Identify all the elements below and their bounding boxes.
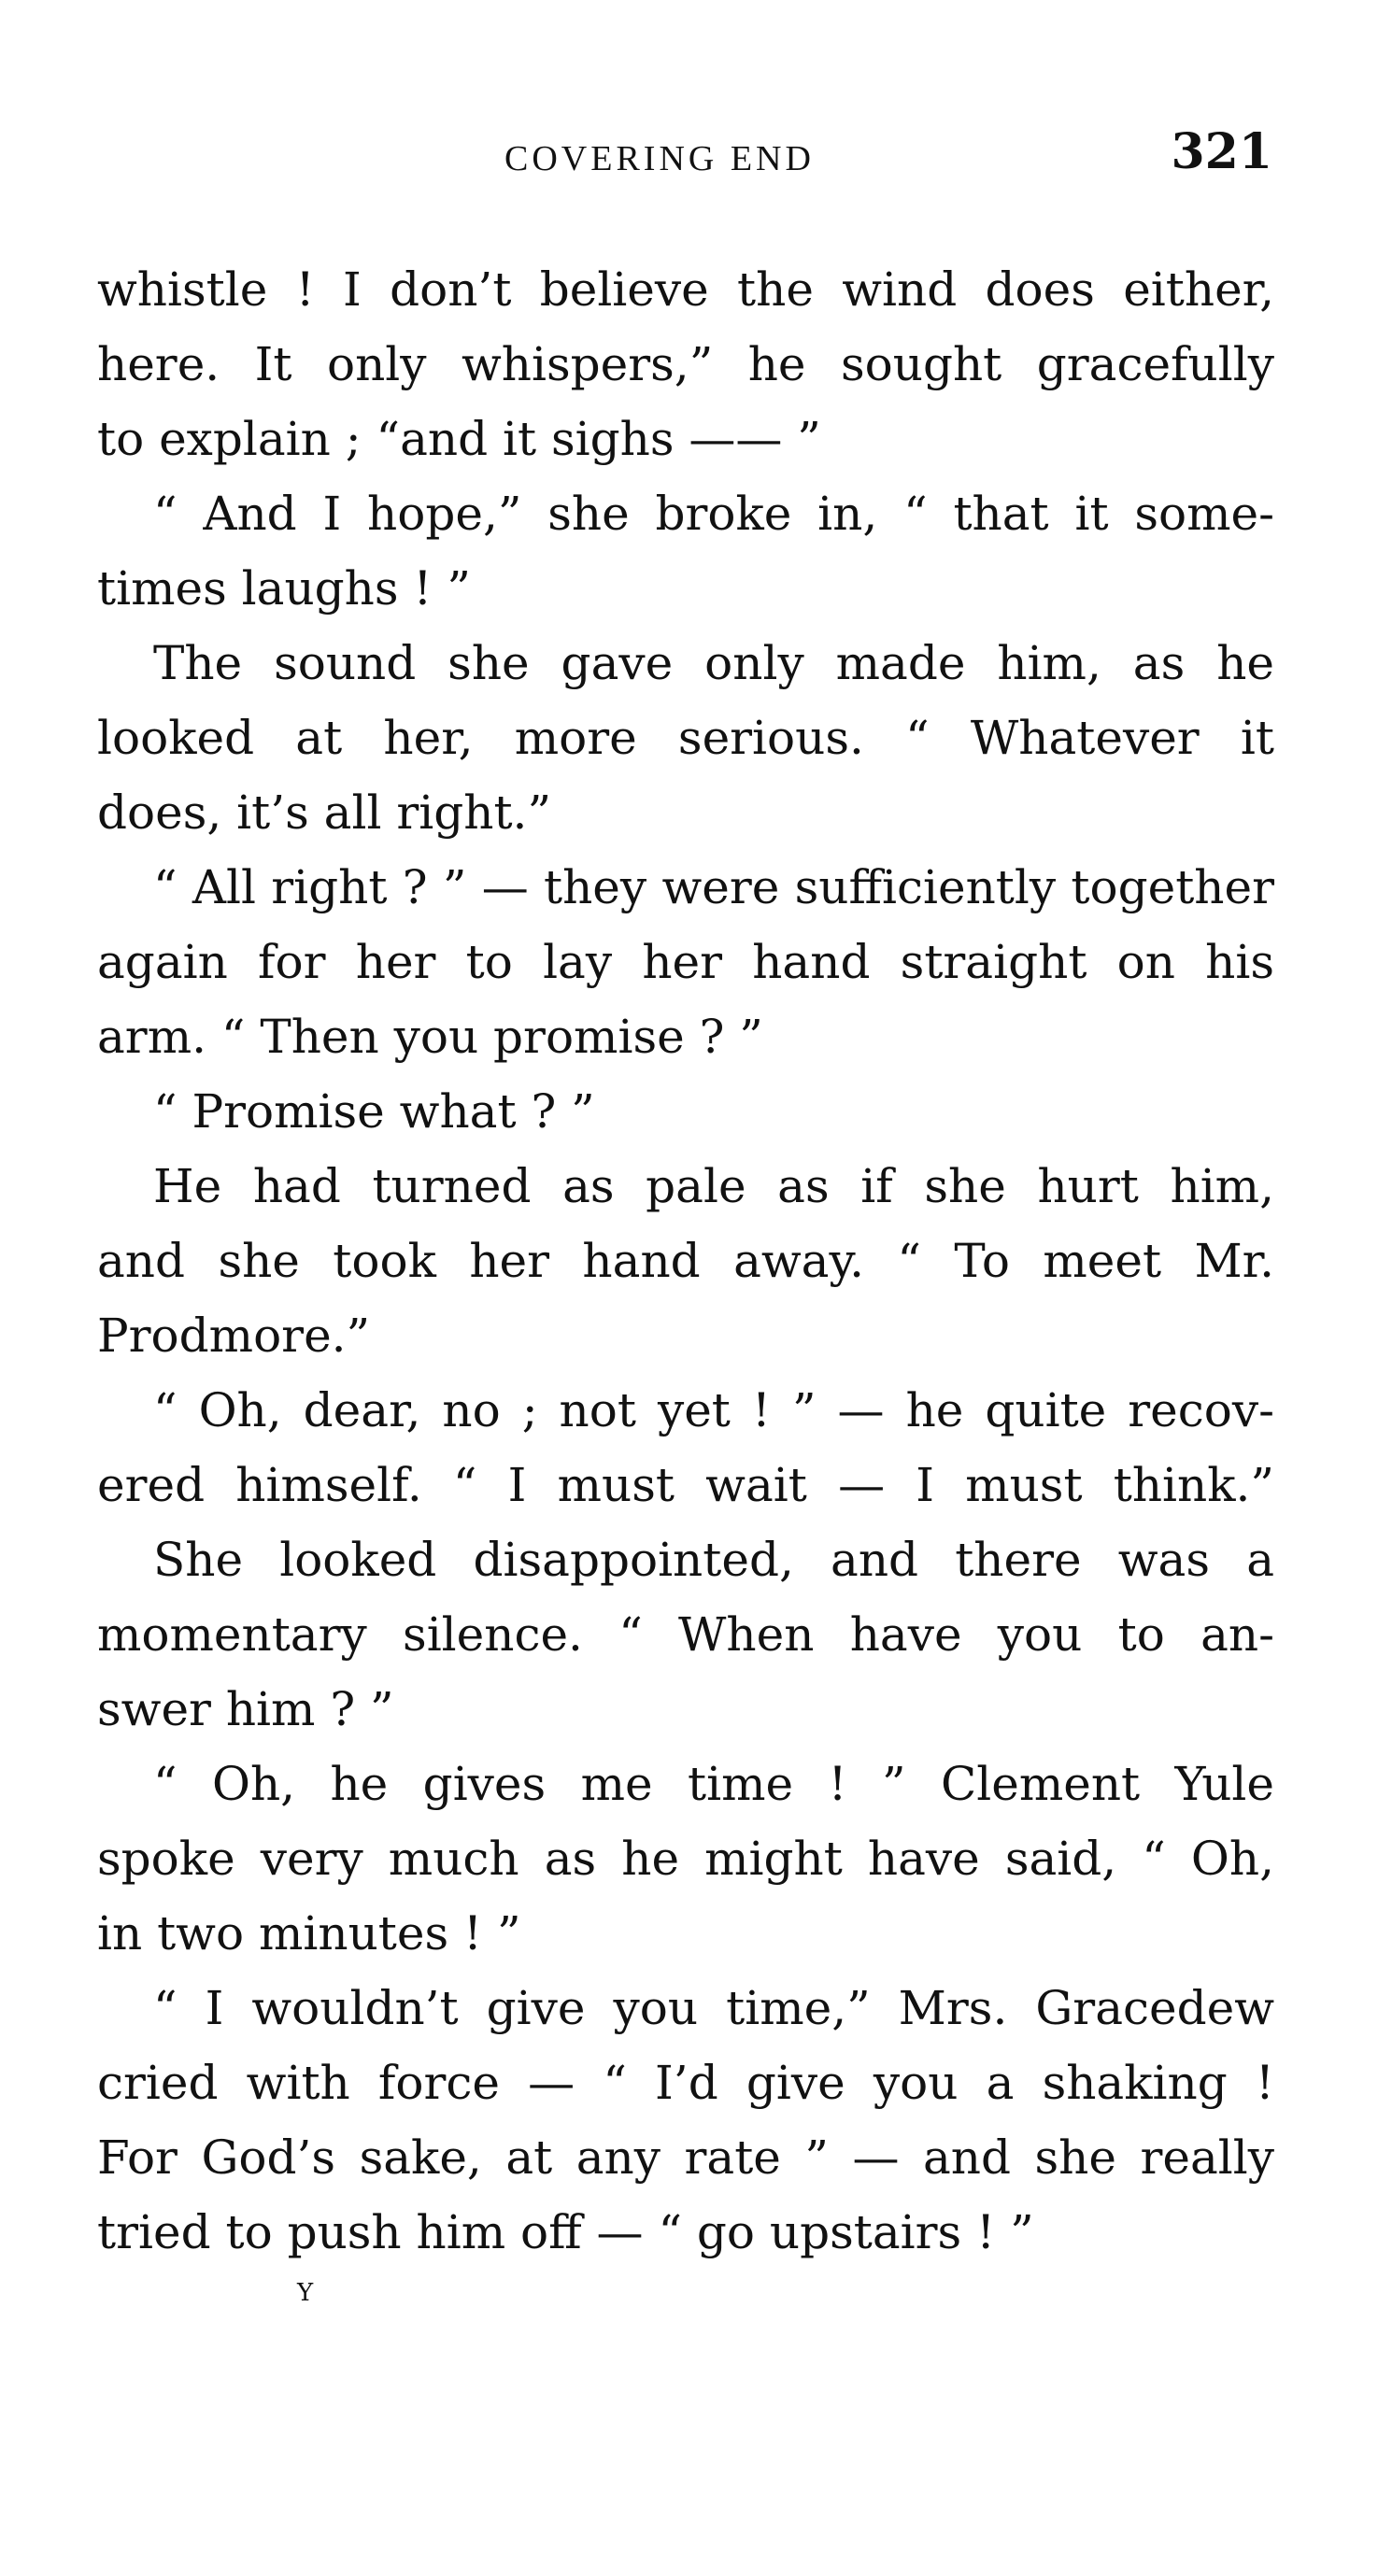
- text-line: “ All right ? ” — they were sufficiently together: [153, 860, 1274, 914]
- text-line: and she took her hand away. “ To meet Mr.: [97, 1234, 1274, 1288]
- text-line: spoke very much as he might have said, “ Oh,: [97, 1832, 1274, 1886]
- text-line: The sound she gave only made him, as he: [153, 636, 1274, 690]
- text-line: He had turned as pale as if she hurt him,: [153, 1159, 1274, 1213]
- text-line: swer him ? ”: [97, 1682, 394, 1736]
- text-line: here. It only whispers,” he sought gracefully: [97, 337, 1274, 391]
- text-line: again for her to lay her hand straight on his: [97, 935, 1274, 989]
- text-line: “ Oh, dear, no ; not yet ! ” — he quite recov-: [153, 1383, 1274, 1437]
- text-line: in two minutes ! ”: [97, 1906, 521, 1960]
- text-line: She looked disappointed, and there was a: [153, 1533, 1274, 1587]
- text-line: arm. “ Then you promise ? ”: [97, 1010, 763, 1064]
- text-line: For God’s sake, at any rate ” — and she really: [97, 2130, 1274, 2185]
- text-line: ered himself. “ I must wait — I must think.”: [97, 1458, 1274, 1512]
- running-head: [0, 123, 1392, 189]
- body-text: [97, 252, 1274, 2270]
- text-line: whistle ! I don’t believe the wind does either,: [97, 262, 1274, 317]
- page-number: 321: [1171, 123, 1272, 180]
- text-line: “ Promise what ? ”: [153, 1084, 595, 1139]
- text-line: to explain ; “and it sighs —— ”: [97, 412, 821, 466]
- text-line: momentary silence. “ When have you to an-: [97, 1607, 1274, 1662]
- text-line: “ And I hope,” she broke in, “ that it some-: [153, 487, 1274, 541]
- text-line: Prodmore.”: [97, 1309, 371, 1363]
- running-head-title: COVERING END: [504, 139, 815, 178]
- text-line: looked at her, more serious. “ Whatever it: [97, 711, 1274, 765]
- text-line: does, it’s all right.”: [97, 786, 552, 840]
- text-line: tried to push him off — “ go upstairs ! ”: [97, 2205, 1034, 2259]
- signature-mark: Y: [297, 2279, 314, 2307]
- text-line: times laughs ! ”: [97, 561, 471, 616]
- text-line: “ I wouldn’t give you time,” Mrs. Gracedew: [153, 1981, 1274, 2035]
- text-line: “ Oh, he gives me time ! ” Clement Yule: [153, 1757, 1274, 1811]
- text-line: cried with force — “ I’d give you a shaking !: [97, 2056, 1274, 2110]
